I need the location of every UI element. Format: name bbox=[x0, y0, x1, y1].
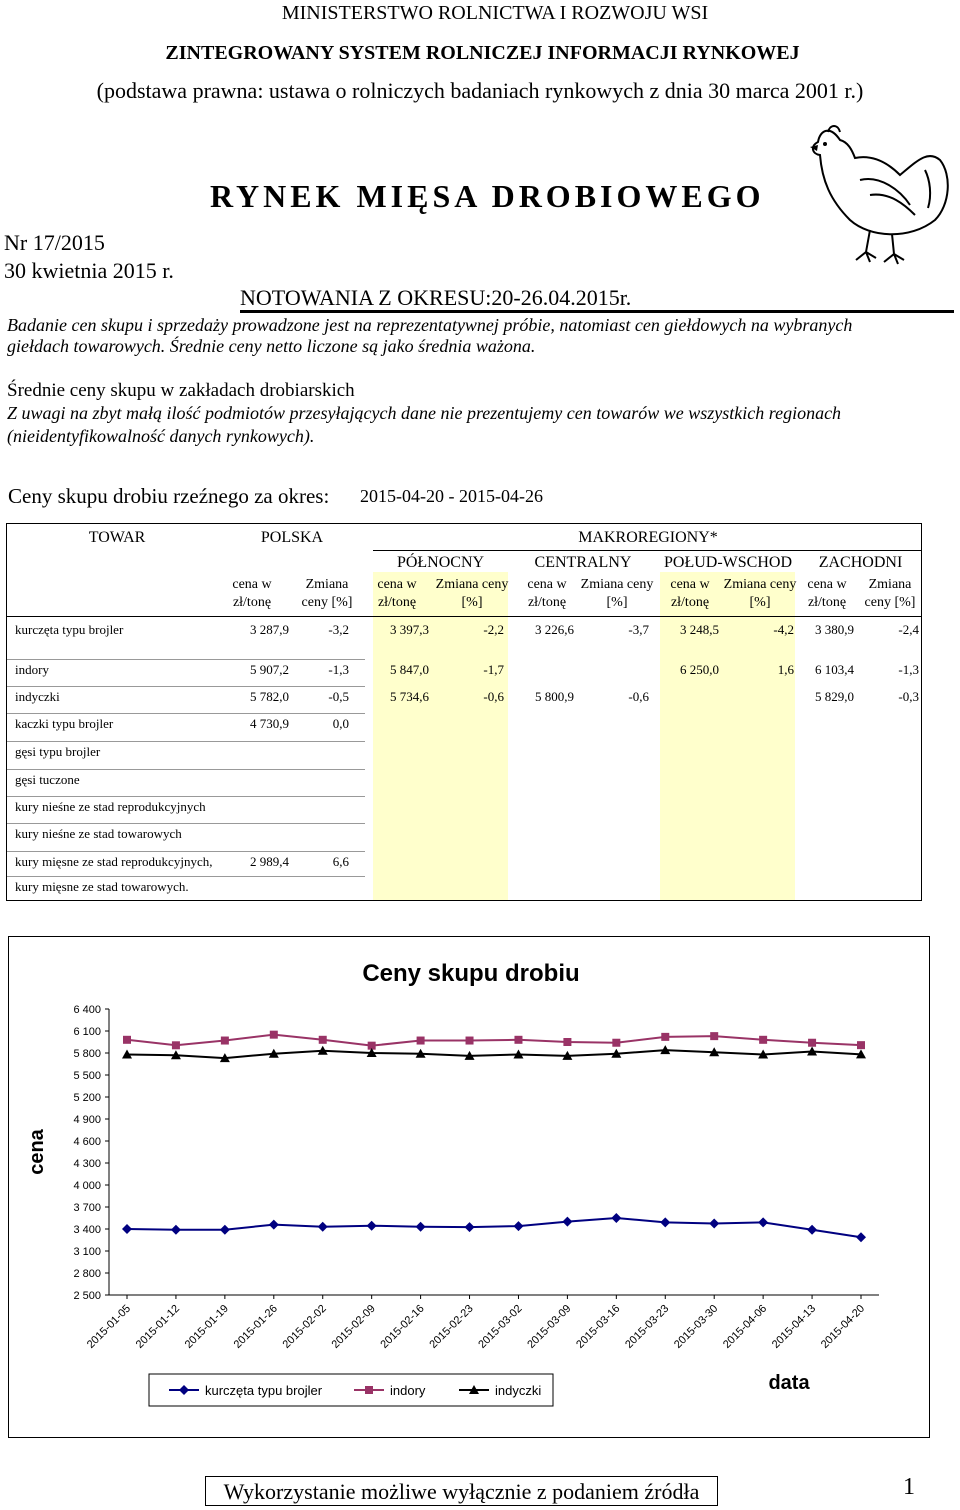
table-cell: -4,2 bbox=[773, 622, 794, 637]
data-point bbox=[171, 1225, 181, 1235]
data-point bbox=[417, 1037, 425, 1045]
chart-frame bbox=[8, 936, 930, 1438]
data-point bbox=[513, 1221, 523, 1231]
sub-change-line1: Zmiana bbox=[868, 577, 912, 592]
table-cell: 2 989,4 bbox=[250, 854, 289, 869]
row-label: gęsi typu brojler bbox=[15, 744, 101, 759]
sub-change-polska bbox=[292, 576, 362, 612]
system-name: ZINTEGROWANY SYSTEM ROLNICZEJ INFORMACJI RYNKOWEJ bbox=[165, 42, 800, 64]
series-line bbox=[127, 1218, 861, 1237]
issue-number: Nr 17/2015 bbox=[4, 230, 105, 255]
data-point bbox=[709, 1219, 719, 1229]
data-point bbox=[612, 1039, 620, 1047]
section-title: Średnie ceny skupu w zakładach drobiarskich bbox=[7, 380, 355, 401]
row-divider bbox=[7, 659, 365, 660]
y-tick-label: 4 300 bbox=[73, 1158, 101, 1170]
data-point bbox=[122, 1224, 132, 1234]
data-point bbox=[319, 1036, 327, 1044]
chart-title: Ceny skupu drobiu bbox=[362, 960, 580, 987]
data-point bbox=[759, 1036, 767, 1044]
data-point bbox=[563, 1038, 571, 1046]
data-point bbox=[220, 1225, 230, 1235]
row-label: kury mięsne ze stad towarowych. bbox=[15, 879, 189, 894]
x-tick-label: 2015-01-12 bbox=[133, 1302, 183, 1351]
x-tick-label: 2015-01-05 bbox=[84, 1302, 134, 1351]
data-point bbox=[270, 1031, 278, 1039]
sub-price-polud-wschod bbox=[655, 576, 725, 612]
table-cell: -0,6 bbox=[483, 689, 504, 704]
table-cell: -2,4 bbox=[898, 622, 919, 637]
series-line bbox=[127, 1035, 861, 1046]
row-label: indory bbox=[15, 662, 49, 677]
y-tick-label: 2 800 bbox=[73, 1268, 101, 1280]
y-tick-label: 5 200 bbox=[73, 1092, 101, 1104]
chart-y-axis-label: cena bbox=[26, 1129, 48, 1175]
quotation-period: NOTOWANIA Z OKRESU:20-26.04.2015r. bbox=[240, 285, 632, 310]
x-tick-label: 2015-02-23 bbox=[427, 1302, 476, 1351]
chart-x-axis-label: data bbox=[768, 1372, 810, 1394]
region-polnocny: PÓŁNOCNY bbox=[396, 554, 485, 571]
y-tick-label: 3 700 bbox=[73, 1202, 101, 1214]
table-cell: 6,6 bbox=[332, 854, 349, 869]
series-0 bbox=[122, 1213, 866, 1242]
sub-price-line2: zł/tonę bbox=[527, 595, 567, 610]
data-point bbox=[172, 1041, 180, 1049]
x-tick-label: 2015-04-06 bbox=[720, 1302, 770, 1351]
legend-label: indyczki bbox=[495, 1383, 542, 1398]
sub-price-line2: zł/tonę bbox=[670, 595, 710, 610]
sub-change-line2: [%] bbox=[606, 595, 628, 610]
table-cell: -0,3 bbox=[898, 689, 919, 704]
table-cell: 3 380,9 bbox=[815, 622, 854, 637]
source-notice: Wykorzystanie możliwe wyłącznie z podaniem źródła bbox=[205, 1476, 718, 1506]
sub-change-line1: Zmiana ceny bbox=[580, 577, 654, 592]
data-point bbox=[123, 1036, 131, 1044]
issue-date: 30 kwietnia 2015 r. bbox=[4, 258, 174, 283]
table-cell: 5 800,9 bbox=[535, 689, 574, 704]
x-tick-label: 2015-02-02 bbox=[280, 1302, 329, 1351]
y-tick-label: 6 400 bbox=[73, 1004, 101, 1016]
y-tick-label: 2 500 bbox=[73, 1290, 101, 1302]
x-tick-label: 2015-04-20 bbox=[818, 1302, 868, 1351]
y-tick-label: 4 000 bbox=[73, 1180, 101, 1192]
data-point bbox=[857, 1041, 865, 1049]
col-polska: POLSKA bbox=[260, 529, 324, 546]
sub-change-line1: Zmiana ceny bbox=[723, 577, 797, 592]
row-label: kaczki typu brojler bbox=[15, 716, 114, 731]
table-cell: 6 103,4 bbox=[815, 662, 854, 677]
table-cell: 5 907,2 bbox=[250, 662, 289, 677]
legend-label: kurczęta typu brojler bbox=[205, 1383, 323, 1398]
data-point bbox=[661, 1033, 669, 1041]
sub-change-line2: ceny [%] bbox=[864, 595, 916, 610]
row-label: gęsi tuczone bbox=[15, 772, 80, 787]
col-makroregiony: MAKROREGIONY* bbox=[578, 529, 718, 546]
data-point bbox=[807, 1225, 817, 1235]
y-tick-label: 5 800 bbox=[73, 1048, 101, 1060]
y-tick-label: 3 100 bbox=[73, 1246, 101, 1258]
row-divider bbox=[7, 713, 365, 714]
row-label: kury mięsne ze stad reprodukcyjnych, bbox=[15, 854, 213, 869]
sub-price-line2: zł/tonę bbox=[807, 595, 847, 610]
data-point bbox=[808, 1039, 816, 1047]
table-cell: -1,3 bbox=[328, 662, 349, 677]
row-divider bbox=[7, 823, 365, 824]
header-rule bbox=[373, 550, 921, 551]
data-point bbox=[514, 1036, 522, 1044]
row-divider bbox=[7, 851, 365, 852]
x-tick-label: 2015-01-19 bbox=[182, 1302, 231, 1351]
table-cell: 5 734,6 bbox=[390, 689, 429, 704]
series-line bbox=[127, 1050, 861, 1058]
region-zachodni: ZACHODNI bbox=[818, 554, 903, 571]
x-tick-label: 2015-01-26 bbox=[231, 1302, 280, 1351]
legend-label: indory bbox=[390, 1383, 426, 1398]
row-label: kury nieśne ze stad reprodukcyjnych bbox=[15, 799, 206, 814]
table-cell: 6 250,0 bbox=[680, 662, 719, 677]
region-centralny: CENTRALNY bbox=[534, 554, 632, 571]
y-tick-label: 6 100 bbox=[73, 1026, 101, 1038]
x-tick-label: 2015-03-09 bbox=[525, 1302, 574, 1351]
sub-price-line2: zł/tonę bbox=[232, 595, 272, 610]
sub-price-line2: zł/tonę bbox=[377, 595, 417, 610]
sub-price-zachodni bbox=[792, 576, 862, 612]
x-tick-label: 2015-03-16 bbox=[574, 1302, 623, 1351]
table-cell: -2,2 bbox=[483, 622, 504, 637]
data-point bbox=[221, 1037, 229, 1045]
sub-change-line2: [%] bbox=[461, 595, 483, 610]
sub-price-line1: cena w bbox=[527, 577, 567, 592]
sub-change-line2: [%] bbox=[749, 595, 771, 610]
sub-price-line1: cena w bbox=[670, 577, 710, 592]
x-tick-label: 2015-03-30 bbox=[672, 1302, 721, 1351]
table-cell: 1,6 bbox=[777, 662, 794, 677]
table-cell: 0,0 bbox=[332, 716, 349, 731]
data-point bbox=[611, 1213, 621, 1223]
table-cell: 3 287,9 bbox=[250, 622, 289, 637]
table-cell: 5 847,0 bbox=[390, 662, 429, 677]
period-value: 2015-04-20 - 2015-04-26 bbox=[360, 486, 543, 506]
series-1 bbox=[123, 1031, 865, 1050]
data-point bbox=[856, 1232, 866, 1242]
region-polud-wschod: POŁUD-WSCHOD bbox=[664, 554, 792, 571]
x-tick-label: 2015-03-23 bbox=[623, 1302, 672, 1351]
row-label: kurczęta typu brojler bbox=[15, 622, 124, 637]
period-label: Ceny skupu drobiu rzeźnego za okres: bbox=[8, 484, 330, 508]
sub-price-line1: cena w bbox=[807, 577, 847, 592]
sub-change-polud-wschod bbox=[720, 576, 800, 612]
price-chart bbox=[9, 937, 929, 1437]
legend-marker bbox=[365, 1386, 373, 1394]
table-cell: 3 397,3 bbox=[390, 622, 429, 637]
data-point bbox=[367, 1221, 377, 1231]
legal-basis: (podstawa prawna: ustawa o rolniczych badaniach rynkowych z dnia 30 marca 2001 r.) bbox=[96, 78, 864, 103]
section-note: Z uwagi na zbyt małą ilość podmiotów przesyłających dane nie prezentujemy cen towarów we wszystkich regionach (nieidentyfikowalność danych rynkowych). bbox=[7, 403, 842, 446]
x-tick-label: 2015-02-09 bbox=[329, 1302, 378, 1351]
data-point bbox=[466, 1037, 474, 1045]
x-tick-label: 2015-04-13 bbox=[769, 1302, 819, 1351]
data-point bbox=[318, 1222, 328, 1232]
data-point bbox=[660, 1217, 670, 1227]
sub-price-polska bbox=[217, 576, 287, 612]
row-divider bbox=[7, 741, 365, 742]
table-cell: 3 226,6 bbox=[535, 622, 574, 637]
ministry-name: MINISTERSTWO ROLNICTWA I ROZWOJU WSI bbox=[281, 2, 709, 24]
data-point bbox=[416, 1222, 426, 1232]
row-divider bbox=[7, 796, 365, 797]
x-tick-label: 2015-03-02 bbox=[476, 1302, 525, 1351]
sub-price-line1: cena w bbox=[232, 577, 272, 592]
sub-price-polnocny bbox=[362, 576, 432, 612]
x-tick-label: 2015-02-16 bbox=[378, 1302, 427, 1351]
header-bottom-rule bbox=[7, 616, 921, 617]
sub-change-zachodni bbox=[857, 576, 923, 612]
page-number: 1 bbox=[903, 1474, 915, 1500]
y-tick-label: 3 400 bbox=[73, 1224, 101, 1236]
price-table bbox=[6, 523, 922, 901]
col-towar: TOWAR bbox=[88, 529, 146, 546]
chicken-illustration bbox=[800, 120, 958, 270]
sub-change-line1: Zmiana ceny bbox=[435, 577, 509, 592]
sub-change-line1: Zmiana bbox=[305, 577, 349, 592]
sub-change-centralny bbox=[577, 576, 657, 612]
data-point bbox=[269, 1220, 279, 1230]
row-label: kury nieśne ze stad towarowych bbox=[15, 826, 182, 841]
sub-price-centralny bbox=[512, 576, 582, 612]
table-cell: -0,5 bbox=[328, 689, 349, 704]
series-2 bbox=[122, 1045, 866, 1062]
y-tick-label: 4 600 bbox=[73, 1136, 101, 1148]
table-cell: -3,2 bbox=[328, 622, 349, 637]
data-point bbox=[562, 1217, 572, 1227]
y-tick-label: 4 900 bbox=[73, 1114, 101, 1126]
table-cell: -1,3 bbox=[898, 662, 919, 677]
row-divider bbox=[7, 686, 365, 687]
data-point bbox=[710, 1032, 718, 1040]
sub-change-line2: ceny [%] bbox=[301, 595, 353, 610]
row-divider bbox=[7, 876, 365, 877]
table-cell: -3,7 bbox=[628, 622, 649, 637]
data-point bbox=[465, 1222, 475, 1232]
table-cell: -0,6 bbox=[628, 689, 649, 704]
y-tick-label: 5 500 bbox=[73, 1070, 101, 1082]
sub-price-line1: cena w bbox=[377, 577, 417, 592]
table-cell: 4 730,9 bbox=[250, 716, 289, 731]
row-label: indyczki bbox=[15, 689, 60, 704]
sub-change-polnocny bbox=[432, 576, 512, 612]
row-divider bbox=[7, 769, 365, 770]
market-title: RYNEK MIĘSA DROBIOWEGO bbox=[210, 178, 765, 214]
data-point bbox=[758, 1217, 768, 1227]
table-cell: 5 782,0 bbox=[250, 689, 289, 704]
table-cell: 3 248,5 bbox=[680, 622, 719, 637]
table-cell: 5 829,0 bbox=[815, 689, 854, 704]
header-divider bbox=[240, 310, 954, 313]
table-cell: -1,7 bbox=[483, 662, 504, 677]
survey-description: Badanie cen skupu i sprzedaży prowadzone jest na reprezentatywnej próbie, natomiast cen giełdowych na wybranych giełdach towarowych. Średnie ceny netto liczone są jako średnia ważona. bbox=[7, 315, 853, 356]
